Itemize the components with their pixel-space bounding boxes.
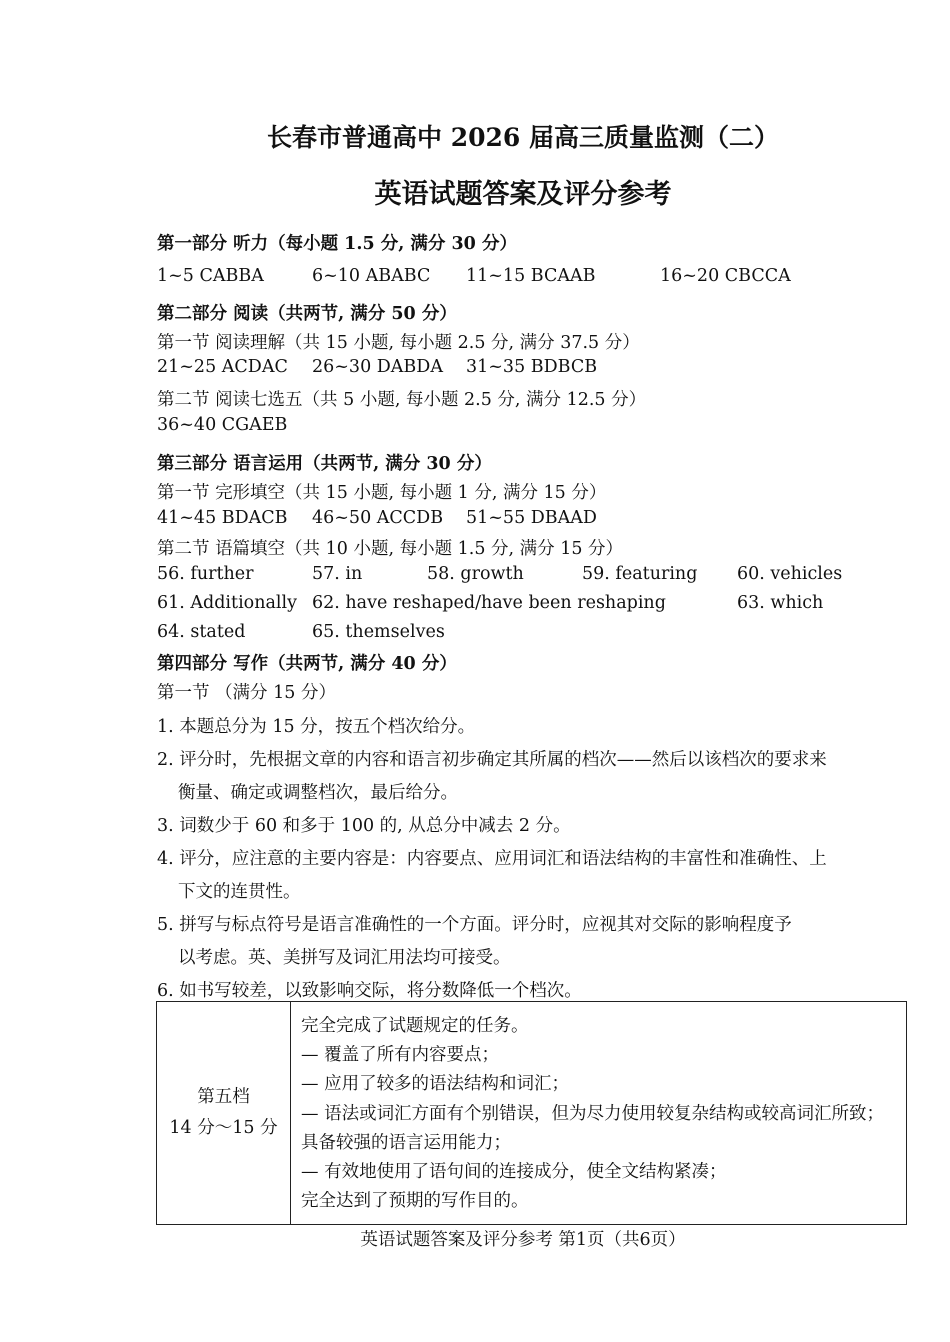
scoring-rule: 2. 评分时，先根据文章的内容和语言初步确定其所属的档次——然后以该档次的要求来 xyxy=(157,750,827,770)
document-subtitle: 英语试题答案及评分参考 xyxy=(374,179,672,210)
fill-answer: 62. have reshaped/have been reshaping xyxy=(312,593,666,613)
fill-answer: 56. further xyxy=(157,564,254,584)
description-line: — 覆盖了所有内容要点； xyxy=(301,1045,500,1066)
description-line: — 有效地使用了语句间的连接成分，使全文结构紧凑； xyxy=(301,1162,727,1183)
rubric-table xyxy=(156,1001,907,1225)
answer-group: 46~50 ACCDB xyxy=(312,508,444,528)
fill-answer: 65. themselves xyxy=(312,622,445,642)
scoring-rule-continued: 以考虑。英、美拼写及词汇用法均可接受。 xyxy=(178,948,511,968)
part1-heading: 第一部分 听力（每小题 1.5 分, 满分 30 分） xyxy=(157,234,517,254)
fill-answer: 58. growth xyxy=(427,564,524,584)
answer-group: 41~45 BDACB xyxy=(157,508,288,528)
scoring-rule: 5. 拼写与标点符号是语言准确性的一个方面。评分时，应视其对交际的影响程度予 xyxy=(157,915,792,935)
part3-section2-heading: 第二节 语篇填空（共 10 小题, 每小题 1.5 分, 满分 15 分） xyxy=(157,539,624,559)
description-line: 完全完成了试题规定的任务。 xyxy=(301,1016,529,1036)
page-footer: 英语试题答案及评分参考 第1页（共6页） xyxy=(360,1230,686,1250)
scoring-rule: 1. 本题总分为 15 分，按五个档次给分。 xyxy=(157,717,476,737)
part2-heading: 第二部分 阅读（共两节, 满分 50 分） xyxy=(157,304,457,324)
part3-section1-heading: 第一节 完形填空（共 15 小题, 每小题 1 分, 满分 15 分） xyxy=(157,483,607,503)
scoring-rule-continued: 下文的连贯性。 xyxy=(178,882,301,902)
part3-heading: 第三部分 语言运用（共两节, 满分 30 分） xyxy=(157,454,492,474)
fill-answer: 60. vehicles xyxy=(737,564,843,584)
level-description xyxy=(291,1002,907,1225)
fill-answer: 64. stated xyxy=(157,622,246,642)
answer-group: 21~25 ACDAC xyxy=(157,357,288,377)
answer-group: 31~35 BDBCB xyxy=(466,357,598,377)
part4-heading: 第四部分 写作（共两节, 满分 40 分） xyxy=(157,654,457,674)
scoring-rule: 3. 词数少于 60 和多于 100 的, 从总分中减去 2 分。 xyxy=(157,816,571,836)
answer-group: 26~30 DABDA xyxy=(312,357,443,377)
answer-group: 6~10 ABABC xyxy=(312,266,431,286)
answer-group: 36~40 CGAEB xyxy=(157,415,288,435)
description-line: — 应用了较多的语法结构和词汇； xyxy=(301,1074,570,1095)
fill-answer: 61. Additionally xyxy=(157,593,297,613)
answer-group: 16~20 CBCCA xyxy=(660,266,791,286)
fill-answer: 63. which xyxy=(737,593,824,613)
document-title: 长春市普通高中 2026 届高三质量监测（二） xyxy=(267,123,779,152)
description-line: — 语法或词汇方面有个别错误，但为尽力使用较复杂结构或较高词汇所致；具备较强的语言运用能力； xyxy=(301,1103,885,1153)
scoring-rule-continued: 衡量、确定或调整档次，最后给分。 xyxy=(178,783,458,803)
part2-section2-heading: 第二节 阅读七选五（共 5 小题, 每小题 2.5 分, 满分 12.5 分） xyxy=(157,390,647,410)
level-name: 第五档 xyxy=(197,1087,250,1108)
description-line: 完全达到了预期的写作目的。 xyxy=(301,1191,529,1212)
scoring-rule: 6. 如书写较差，以致影响交际，将分数降低一个档次。 xyxy=(157,981,582,1001)
level-range: 14 分～15 分 xyxy=(169,1118,278,1139)
answer-group: 1~5 CABBA xyxy=(157,266,264,286)
table-row xyxy=(157,1002,907,1225)
fill-answer: 59. featuring xyxy=(582,564,698,584)
answer-group: 51~55 DBAAD xyxy=(466,508,597,528)
part2-section1-heading: 第一节 阅读理解（共 15 小题, 每小题 2.5 分, 满分 37.5 分） xyxy=(157,333,640,353)
fill-answer: 57. in xyxy=(312,564,363,584)
part4-section1-heading: 第一节 （满分 15 分） xyxy=(157,683,336,703)
scoring-rule: 4. 评分，应注意的主要内容是：内容要点、应用词汇和语法结构的丰富性和准确性、上 xyxy=(157,849,827,869)
level-cell xyxy=(157,1002,291,1225)
answer-group: 11~15 BCAAB xyxy=(466,266,596,286)
